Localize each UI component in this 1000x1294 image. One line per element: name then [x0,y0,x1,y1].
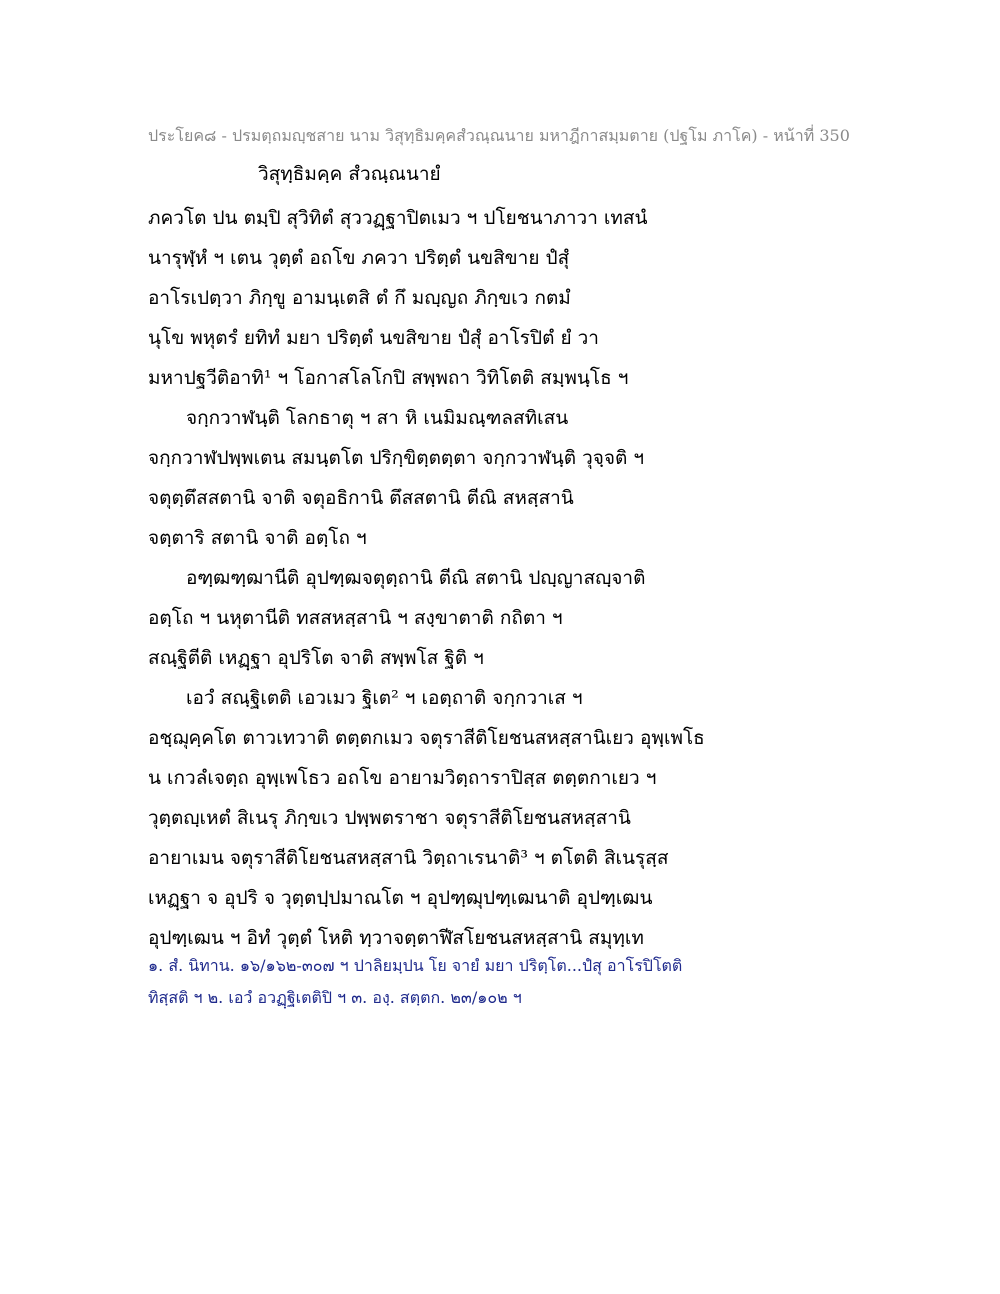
body-line: วุตฺตญฺเหตํ สิเนรุ ภิกฺขเว ปพฺพตราชา จตุราสีติโยชนสหสฺสานิ [148,807,631,829]
footnote-line: ทิสฺสติ ฯ ๒. เอวํ อวฏฺฐิเตติปิ ฯ ๓. องฺ. สตฺตก. ๒๓/๑๐๒ ฯ [148,988,522,1007]
paragraph-start-line: จกฺกวาฬนฺติ โลกธาตุ ฯ สา หิ เนมิมณฺฑลสทิเสน [186,407,569,429]
section-title: วิสุทฺธิมคฺค สํวณฺณนายํ [258,163,441,185]
body-line: อาโรเปตฺวา ภิกฺขู อามนฺเตสิ ตํ กึ มญฺญถ ภิกฺขเว กตมํ [148,287,571,309]
body-line: ภควโต ปน ตมฺปิ สุวิทิตํ สุววฏฺฐาปิตเมว ฯ ปโยชนาภาวา เทสนํ [148,207,648,229]
paragraph-start-line: อฑฺฒฑฺฒานีติ อุปฑฺฒจตุตฺถานิ ตีณิ สตานิ ปญฺญาสญฺจาติ [186,567,646,589]
body-line: จตฺตาริ สตานิ จาติ อตฺโถ ฯ [148,527,367,549]
body-line: สณฺฐิตีติ เหฏฺฐา อุปริโต จาติ สพฺพโส ฐิติ ฯ [148,647,484,669]
body-line: เหฏฺฐา จ อุปริ จ วุตฺตปฺปมาณโต ฯ อุปฑฺฒุปฑฺเฒนาติ อุปฑฺเฒน [148,887,653,909]
body-line: อชฺฌุคฺคโต ตาวเทวาติ ตตฺตกเมว จตุราสีติโยชนสหสฺสานิเยว อุพฺเพโธ [148,727,705,749]
running-header: ประโยค๘ - ปรมตฺถมญฺชสาย นาม วิสุทฺธิมคฺคสํวณฺณนาย มหาฎีกาสมฺมตาย (ปฐโม ภาโค) - หน้าที่ 350 [148,126,850,145]
body-line: อตฺโถ ฯ นหุตานีติ ทสสหสฺสานิ ฯ สงฺขาตาติ กถิตา ฯ [148,607,563,629]
body-text [148,198,868,958]
body-line: อุปฑฺเฒน ฯ อิทํ วุตฺตํ โหติ ทฺวาจตฺตาฬีสโยชนสหสฺสานิ สมุทฺเท [148,927,644,949]
body-line: น เกวลํเจตฺถ อุพฺเพโธว อถโข อายามวิตฺถาราปิสฺส ตตฺตกาเยว ฯ [148,767,657,789]
footnote-line: ๑. สํ. นิทาน. ๑๖/๑๖๒-๓๐๗ ฯ ปาลิยมฺปน โย จายํ มยา ปริตฺโต...ปํสุ อาโรปิโตติ [148,956,683,975]
body-line: จตุตฺตึสสตานิ จาติ จตุอธิกานิ ตึสสตานิ ตีณิ สหสฺสานิ [148,487,574,509]
body-line: นารุฬฺหํ ฯ เตน วุตฺตํ อถโข ภควา ปริตฺตํ นขสิขาย ปํสุํ [148,247,570,269]
paragraph-start-line: เอวํ สณฺฐิเตติ เอวเมว ฐิเต² ฯ เอตฺถาติ จกฺกวาเส ฯ [186,687,583,709]
body-line: จกฺกวาฬปพฺพเตน สมนฺตโต ปริกฺขิตฺตตฺตา จกฺกวาฬนฺติ วุจฺจติ ฯ [148,447,645,469]
body-line: มหาปฐวีติอาทิ¹ ฯ โอกาสโลโกปิ สพฺพถา วิทิโตติ สมฺพนฺโธ ฯ [148,367,629,389]
body-line: นุโข พหุตรํ ยทิทํ มยา ปริตฺตํ นขสิขาย ปํสุํ อาโรปิตํ ยํ วา [148,327,599,349]
body-line: อายาเมน จตุราสีติโยชนสหสฺสานิ วิตฺถาเรนาติ³ ฯ ตโตติ สิเนรุสฺส [148,847,669,869]
footnotes [148,950,868,1014]
